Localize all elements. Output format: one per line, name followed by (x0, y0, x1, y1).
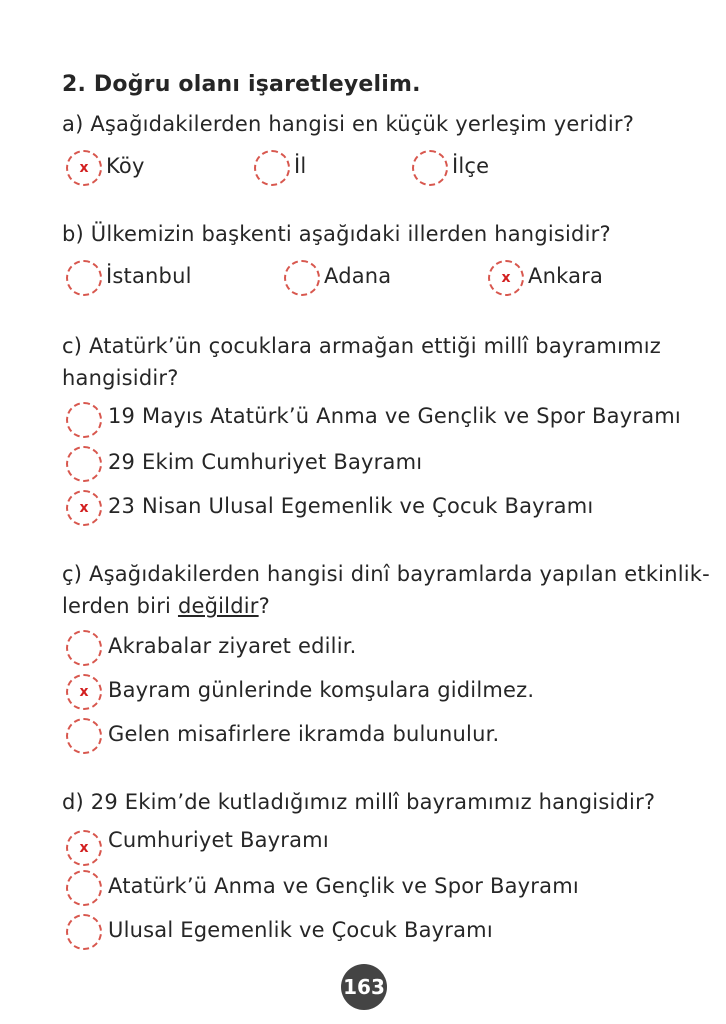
option-c3-checkbox[interactable] (66, 490, 102, 526)
question-b-text: b) Ülkemizin başkenti aşağıdaki illerden hangisidir? (62, 222, 611, 246)
option-a1-label: Köy (106, 154, 145, 178)
page-number-badge: 163 (341, 964, 387, 1010)
option-d1-label: Cumhuriyet Bayramı (108, 828, 329, 852)
option-cc2-checkbox[interactable] (66, 674, 102, 710)
option-cc2-label: Bayram günlerinde komşulara gidilmez. (108, 678, 535, 702)
option-c2-label: 29 Ekim Cumhuriyet Bayramı (108, 450, 423, 474)
option-cc1-label: Akrabalar ziyaret edilir. (108, 634, 357, 658)
question-cc-text-line1: ç) Aşağıdakilerden hangisi dinî bayramlarda yapılan etkinlik- (62, 562, 710, 586)
option-b3-label: Ankara (528, 264, 604, 288)
option-b1-label: İstanbul (106, 264, 192, 288)
option-c1-checkbox[interactable] (66, 402, 102, 438)
option-a1-checkbox[interactable] (66, 150, 102, 186)
question-cc-text-line2: lerden biri değildir? (62, 594, 270, 618)
question-a-text: a) Aşağıdakilerden hangisi en küçük yerleşim yeridir? (62, 112, 635, 136)
x-mark: x (79, 500, 89, 516)
option-b3-checkbox[interactable] (488, 260, 524, 296)
option-b1-checkbox[interactable] (66, 260, 102, 296)
exercise-title: 2. Doğru olanı işaretleyelim. (62, 72, 421, 97)
x-mark: x (79, 840, 89, 856)
option-b2-label: Adana (324, 264, 392, 288)
x-mark: x (79, 684, 89, 700)
option-c1-label: 19 Mayıs Atatürk’ü Anma ve Gençlik ve Spor Bayramı (108, 404, 681, 428)
option-d1-checkbox[interactable] (66, 830, 102, 866)
question-d-text: d) 29 Ekim’de kutladığımız millî bayramımız hangisidir? (62, 790, 656, 814)
option-b2-checkbox[interactable] (284, 260, 320, 296)
option-d2-label: Atatürk’ü Anma ve Gençlik ve Spor Bayramı (108, 874, 579, 898)
question-c-text-line1: c) Atatürk’ün çocuklara armağan ettiği millî bayramımız (62, 334, 662, 358)
emphasis-underlined: değildir (177, 594, 259, 618)
option-cc3-checkbox[interactable] (66, 718, 102, 754)
option-c3-label: 23 Nisan Ulusal Egemenlik ve Çocuk Bayramı (108, 494, 594, 518)
x-mark: x (501, 270, 511, 286)
option-a3-checkbox[interactable] (412, 150, 448, 186)
option-a2-checkbox[interactable] (254, 150, 290, 186)
x-mark: x (79, 160, 89, 176)
option-c2-checkbox[interactable] (66, 446, 102, 482)
question-c-text-line2: hangisidir? (62, 366, 179, 390)
option-cc3-label: Gelen misafirlere ikramda bulunulur. (108, 722, 500, 746)
option-d3-label: Ulusal Egemenlik ve Çocuk Bayramı (108, 918, 493, 942)
option-d3-checkbox[interactable] (66, 914, 102, 950)
option-a3-label: İlçe (452, 154, 490, 178)
option-a2-label: İl (294, 154, 307, 178)
option-cc1-checkbox[interactable] (66, 630, 102, 666)
option-d2-checkbox[interactable] (66, 870, 102, 906)
